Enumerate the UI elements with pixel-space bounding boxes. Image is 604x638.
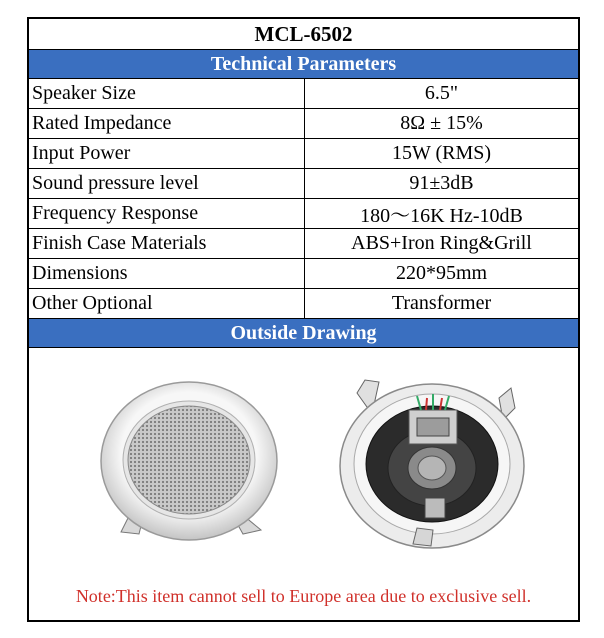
sales-restriction-note: Note:This item cannot sell to Europe area due to exclusive sell. [75,586,532,606]
spec-row [29,109,578,139]
spec-value: 6.5" [424,82,459,104]
outside-drawing-header: Outside Drawing [29,319,578,348]
spec-value: 15W (RMS) [391,142,492,164]
spec-label: Other Optional [29,289,305,318]
spec-label: Dimensions [29,259,305,288]
spec-row [29,199,578,229]
spec-label: Finish Case Materials [29,229,305,258]
spec-value: Transformer [391,292,492,314]
spec-row [29,139,578,169]
spec-value: ABS+Iron Ring&Grill [351,232,532,254]
spec-label: Input Power [29,139,305,168]
spec-row [29,169,578,199]
spec-row [29,289,578,319]
outside-drawing-area [29,348,578,615]
speaker-front-view [101,382,277,540]
spec-label: Rated Impedance [29,109,305,138]
spec-value: 91±3dB [409,172,474,194]
speaker-rear-view [340,380,524,548]
speaker-drawings [29,348,578,615]
technical-parameters-header: Technical Parameters [29,50,578,79]
spec-row [29,259,578,289]
spec-sheet [27,17,580,622]
spec-row [29,79,578,109]
spec-label: Frequency Response [29,199,305,228]
spec-row [29,229,578,259]
model-title: MCL-6502 [29,19,578,50]
spec-label: Speaker Size [29,79,305,108]
spec-value: 220*95mm [395,262,488,284]
spec-label: Sound pressure level [29,169,305,198]
spec-value: 180～16K Hz-10dB [360,205,523,227]
spec-value: 8Ω ± 15% [400,112,483,134]
